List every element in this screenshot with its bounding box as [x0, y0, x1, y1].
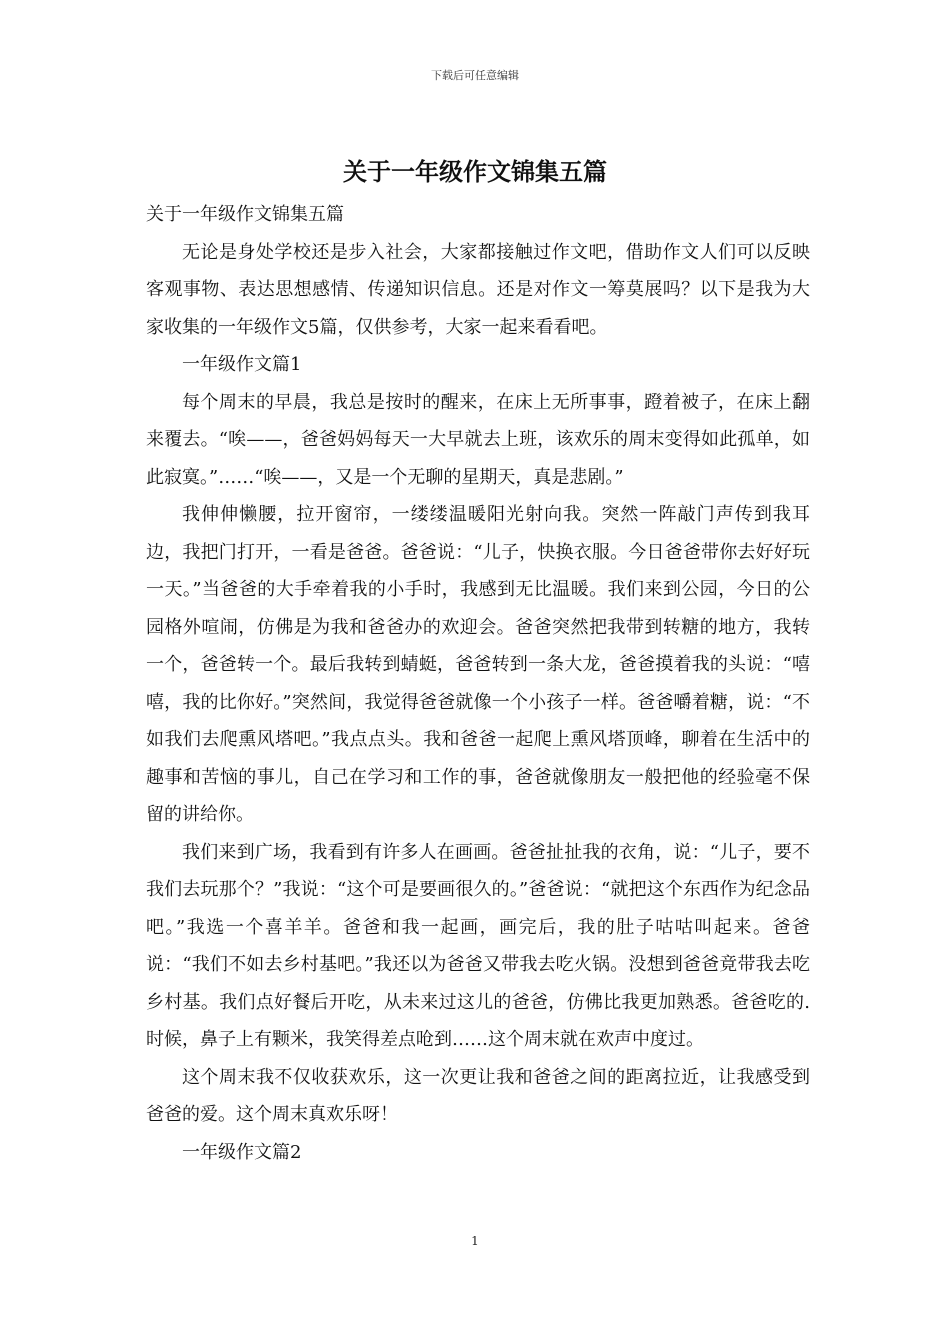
paragraph: 每个周末的早晨，我总是按时的醒来，在床上无所事事，蹬着被子，在床上翻来覆去。“唉——，爸爸妈妈每天一大早就去上班，该欢乐的周末变得如此孤单，如此寂寞。”……“唉——，又是一个无聊的星期天，真是悲剧。”: [146, 391, 810, 488]
paragraph: 我们来到广场，我看到有许多人在画画。爸爸扯扯我的衣角，说：“儿子，要不我们去玩那个？”我说：“这个可是要画很久的。”爸爸说：“就把这个东西作为纪念品吧。”我选一个喜羊羊。爸爸和我一起画，画完后，我的肚子咕咕叫起来。爸爸说：“我们不如去乡村基吧。”我还以为爸爸又带我去吃火锅。没想到爸爸竟带我去吃乡村基。我们点好餐后开吃，从未来过这儿的爸爸，仿佛比我更加熟悉。爸爸吃的.时候，鼻子上有颗米，我笑得差点呛到……这个周末就在欢声中度过。: [146, 841, 810, 1050]
document-body: [146, 196, 810, 1171]
paragraph: 关于一年级作文锦集五篇: [146, 204, 344, 225]
document-title: 关于一年级作文锦集五篇: [343, 157, 607, 186]
section-heading: 一年级作文篇1: [182, 354, 302, 375]
section-heading: 一年级作文篇2: [182, 1141, 302, 1163]
paragraph: 无论是身处学校还是步入社会，大家都接触过作文吧，借助作文人们可以反映客观事物、表达思想感情、传递知识信息。还是对作文一筹莫展吗？以下是我为大家收集的一年级作文5篇，仅供参考，大家一起来看看吧。: [146, 241, 810, 338]
page-header: 下载后可任意编辑: [431, 69, 519, 82]
page-number: 1: [471, 1234, 479, 1248]
paragraph: 我伸伸懒腰，拉开窗帘，一缕缕温暖阳光射向我。突然一阵敲门声传到我耳边，我把门打开，一看是爸爸。爸爸说：“儿子，快换衣服。今日爸爸带你去好好玩一天。”当爸爸的大手牵着我的小手时，我感到无比温暖。我们来到公园，今日的公园格外喧闹，仿佛是为我和爸爸办的欢迎会。爸爸突然把我带到转糖的地方，我转一个，爸爸转一个。最后我转到蜻蜓，爸爸转到一条大龙，爸爸摸着我的头说：“嘻嘻，我的比你好。”突然间，我觉得爸爸就像一个小孩子一样。爸爸嚼着糖，说：“不如我们去爬熏风塔吧。”我点点头。我和爸爸一起爬上熏风塔顶峰，聊着在生活中的趣事和苦恼的事儿，自己在学习和工作的事，爸爸就像朋友一般把他的经验毫不保留的讲给你。: [146, 504, 810, 825]
paragraph: 这个周末我不仅收获欢乐，这一次更让我和爸爸之间的距离拉近，让我感受到爸爸的爱。这个周末真欢乐呀！: [146, 1066, 810, 1125]
